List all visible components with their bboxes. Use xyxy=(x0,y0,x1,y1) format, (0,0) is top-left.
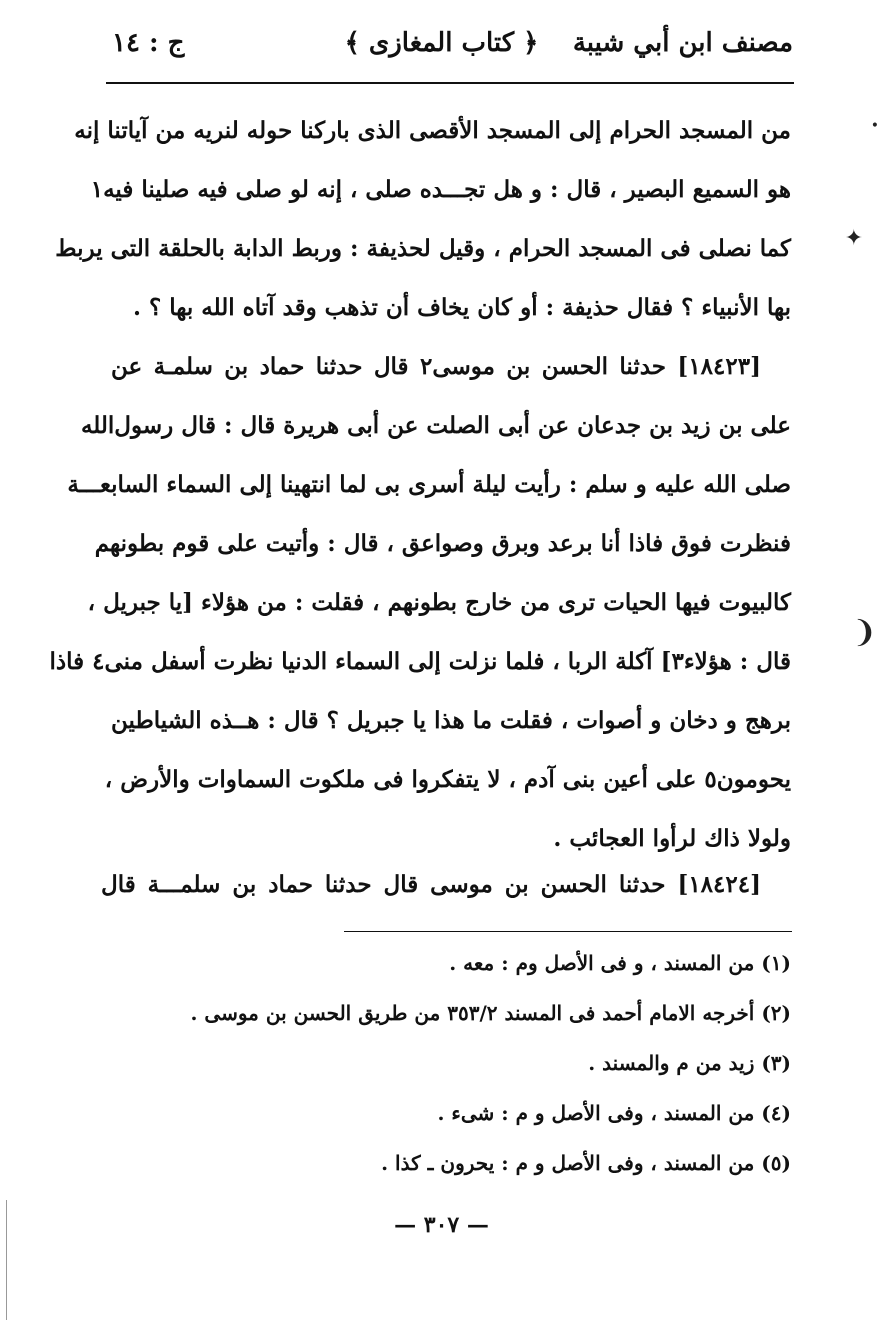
text-line: يحومون٥ على أعين بنى آدم ، لا يتفكروا فى ملكوت السماوات والأرض ، xyxy=(104,766,791,793)
text-line: كالبيوت فيها الحيات ترى من خارج بطونهم ، فقلت : من هؤلاء [يا جبريل ، xyxy=(87,589,791,616)
footnote-item: (١) من المسند ، و فى الأصل وم : معه . xyxy=(449,951,791,975)
running-header-volume: ج : ١٤ xyxy=(112,28,185,58)
scan-speck-mark: • xyxy=(870,118,879,134)
text-line: هو السميع البصير ، قال : و هل تجـــده صلى ، إنه لو صلى فيه صلينا فيه١ xyxy=(90,176,791,203)
footnote-item: (٥) من المسند ، وفى الأصل و م : يحرون ـ كذا . xyxy=(381,1151,791,1175)
footnote-item: (٤) من المسند ، وفى الأصل و م : شىء . xyxy=(437,1101,791,1125)
text-line: ولولا ذاك لرأوا العجائب . xyxy=(553,825,791,852)
scan-edge-line xyxy=(6,1200,7,1320)
text-line: فنظرت فوق فاذا أنا برعد وبرق وصواعق ، قال : وأتيت على قوم بطونهم xyxy=(94,530,791,557)
page-number: — ٣٠٧ — xyxy=(394,1212,489,1238)
text-line: بها الأنبياء ؟ فقال حذيفة : أو كان يخاف أن تذهب وقد آتاه الله بها ؟ . xyxy=(133,294,791,321)
text-line: برهج و دخان و أصوات ، فقلت ما هذا يا جبريل ؟ قال : هــذه الشياطين xyxy=(111,707,791,734)
text-line: قال : هؤلاء٣] آكلة الربا ، فلما نزلت إلى السماء الدنيا نظرت أسفل منى٤ فاذا xyxy=(49,648,791,675)
registration-cross-mark: ✦ xyxy=(844,226,863,251)
footnote-item: (٢) أخرجه الامام أحمد فى المسند ٣٥٣/٢ من طريق الحسن بن موسى . xyxy=(190,1001,791,1025)
text-line: على بن زيد بن جدعان عن أبى الصلت عن أبى هريرة قال : قال رسول‌الله xyxy=(80,412,791,439)
hadith-heading-line: [١٨٤٢٣] حدثنا الحسن بن موسى٢ قال حدثنا حماد بن سلمـة عن xyxy=(111,353,761,380)
footnote-rule xyxy=(344,931,792,932)
hadith-heading-line: [١٨٤٢٤] حدثنا الحسن بن موسى قال حدثنا حماد بن سلمـــة قال xyxy=(101,871,761,898)
header-rule xyxy=(106,82,794,84)
margin-bracket-mark: ❨ xyxy=(851,615,877,650)
text-line: من المسجد الحرام إلى المسجد الأقصى الذى باركنا حوله لنريه من آياتنا إنه xyxy=(74,117,791,144)
running-header-book-title: مصنف ابن أبي شيبة xyxy=(572,28,793,58)
text-line: صلى الله عليه و سلم : رأيت ليلة أسرى بى لما انتهينا إلى السماء السابعـــة xyxy=(67,471,791,498)
running-header-chapter-title: ﴿ كتاب المغازى ﴾ xyxy=(344,28,539,58)
text-line: كما نصلى فى المسجد الحرام ، وقيل لحذيفة : وربط الدابة بالحلقة التى يربط xyxy=(55,235,791,262)
footnote-item: (٣) زيد من م والمسند . xyxy=(588,1051,791,1075)
